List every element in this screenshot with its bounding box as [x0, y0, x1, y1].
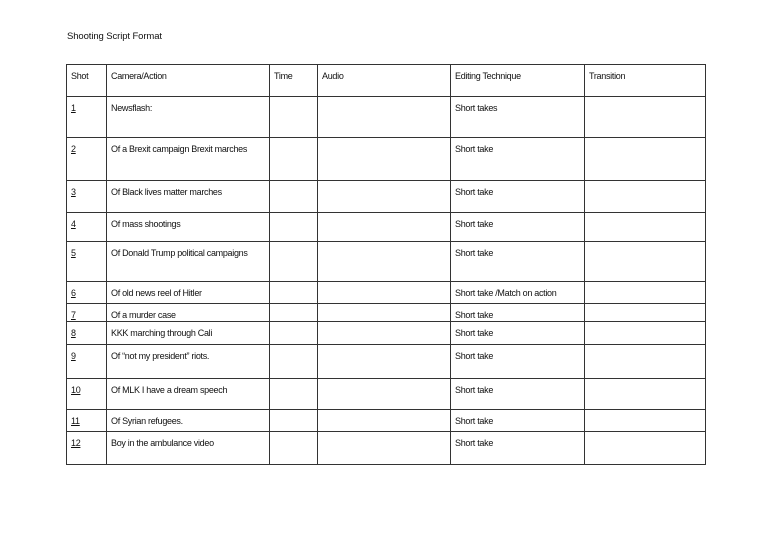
- transition-cell: [585, 138, 706, 181]
- header-camera-action: Camera/Action: [107, 65, 270, 97]
- header-shot: Shot: [67, 65, 107, 97]
- audio-cell: [318, 97, 451, 138]
- time-cell: [270, 181, 318, 213]
- audio-cell: [318, 138, 451, 181]
- editing-technique-cell: Short take: [451, 242, 585, 282]
- shot-number: 8: [67, 322, 107, 345]
- camera-action-cell: Of Donald Trump political campaigns: [107, 242, 270, 282]
- table-row: [67, 138, 706, 181]
- table-row: [67, 97, 706, 138]
- shot-number: 10: [67, 379, 107, 410]
- audio-cell: [318, 213, 451, 242]
- shot-number: 5: [67, 242, 107, 282]
- camera-action-cell: Of Black lives matter marches: [107, 181, 270, 213]
- transition-cell: [585, 410, 706, 432]
- time-cell: [270, 432, 318, 465]
- shot-number: 9: [67, 345, 107, 379]
- table-row: [67, 410, 706, 432]
- shot-number: 7: [67, 304, 107, 322]
- transition-cell: [585, 322, 706, 345]
- header-audio: Audio: [318, 65, 451, 97]
- table-row: [67, 304, 706, 322]
- editing-technique-cell: Short take /Match on action: [451, 282, 585, 304]
- camera-action-cell: Of mass shootings: [107, 213, 270, 242]
- editing-technique-cell: Short take: [451, 410, 585, 432]
- editing-technique-cell: Short take: [451, 379, 585, 410]
- camera-action-cell: Of Syrian refugees.: [107, 410, 270, 432]
- shot-number: 12: [67, 432, 107, 465]
- audio-cell: [318, 282, 451, 304]
- table-row: [67, 379, 706, 410]
- transition-cell: [585, 213, 706, 242]
- time-cell: [270, 138, 318, 181]
- table-row: [67, 322, 706, 345]
- editing-technique-cell: Short take: [451, 181, 585, 213]
- audio-cell: [318, 322, 451, 345]
- audio-cell: [318, 379, 451, 410]
- time-cell: [270, 345, 318, 379]
- table-row: [67, 181, 706, 213]
- transition-cell: [585, 181, 706, 213]
- document-title: Shooting Script Format: [67, 31, 162, 42]
- table-row: [67, 282, 706, 304]
- transition-cell: [585, 345, 706, 379]
- time-cell: [270, 304, 318, 322]
- time-cell: [270, 213, 318, 242]
- shooting-script-table: [66, 64, 706, 465]
- header-editing-technique: Editing Technique: [451, 65, 585, 97]
- time-cell: [270, 410, 318, 432]
- header-transition: Transition: [585, 65, 706, 97]
- shot-number: 2: [67, 138, 107, 181]
- shot-number: 4: [67, 213, 107, 242]
- audio-cell: [318, 432, 451, 465]
- audio-cell: [318, 242, 451, 282]
- shot-number: 3: [67, 181, 107, 213]
- camera-action-cell: Boy in the ambulance video: [107, 432, 270, 465]
- transition-cell: [585, 432, 706, 465]
- camera-action-cell: Of a murder case: [107, 304, 270, 322]
- table-row: [67, 242, 706, 282]
- editing-technique-cell: Short take: [451, 213, 585, 242]
- camera-action-cell: Of MLK I have a dream speech: [107, 379, 270, 410]
- transition-cell: [585, 97, 706, 138]
- camera-action-cell: KKK marching through Cali: [107, 322, 270, 345]
- transition-cell: [585, 304, 706, 322]
- header-row: [67, 65, 706, 97]
- editing-technique-cell: Short take: [451, 304, 585, 322]
- audio-cell: [318, 304, 451, 322]
- audio-cell: [318, 345, 451, 379]
- table-row: [67, 345, 706, 379]
- camera-action-cell: Of old news reel of Hitler: [107, 282, 270, 304]
- shot-number: 11: [67, 410, 107, 432]
- shot-number: 1: [67, 97, 107, 138]
- transition-cell: [585, 282, 706, 304]
- time-cell: [270, 322, 318, 345]
- time-cell: [270, 242, 318, 282]
- transition-cell: [585, 379, 706, 410]
- table-row: [67, 432, 706, 465]
- shot-number: 6: [67, 282, 107, 304]
- editing-technique-cell: Short take: [451, 138, 585, 181]
- editing-technique-cell: Short take: [451, 322, 585, 345]
- editing-technique-cell: Short take: [451, 345, 585, 379]
- time-cell: [270, 97, 318, 138]
- camera-action-cell: Of “not my president” riots.: [107, 345, 270, 379]
- editing-technique-cell: Short take: [451, 432, 585, 465]
- camera-action-cell: Of a Brexit campaign Brexit marches: [107, 138, 270, 181]
- audio-cell: [318, 410, 451, 432]
- time-cell: [270, 379, 318, 410]
- camera-action-cell: Newsflash:: [107, 97, 270, 138]
- transition-cell: [585, 242, 706, 282]
- audio-cell: [318, 181, 451, 213]
- header-time: Time: [270, 65, 318, 97]
- table-row: [67, 213, 706, 242]
- time-cell: [270, 282, 318, 304]
- editing-technique-cell: Short takes: [451, 97, 585, 138]
